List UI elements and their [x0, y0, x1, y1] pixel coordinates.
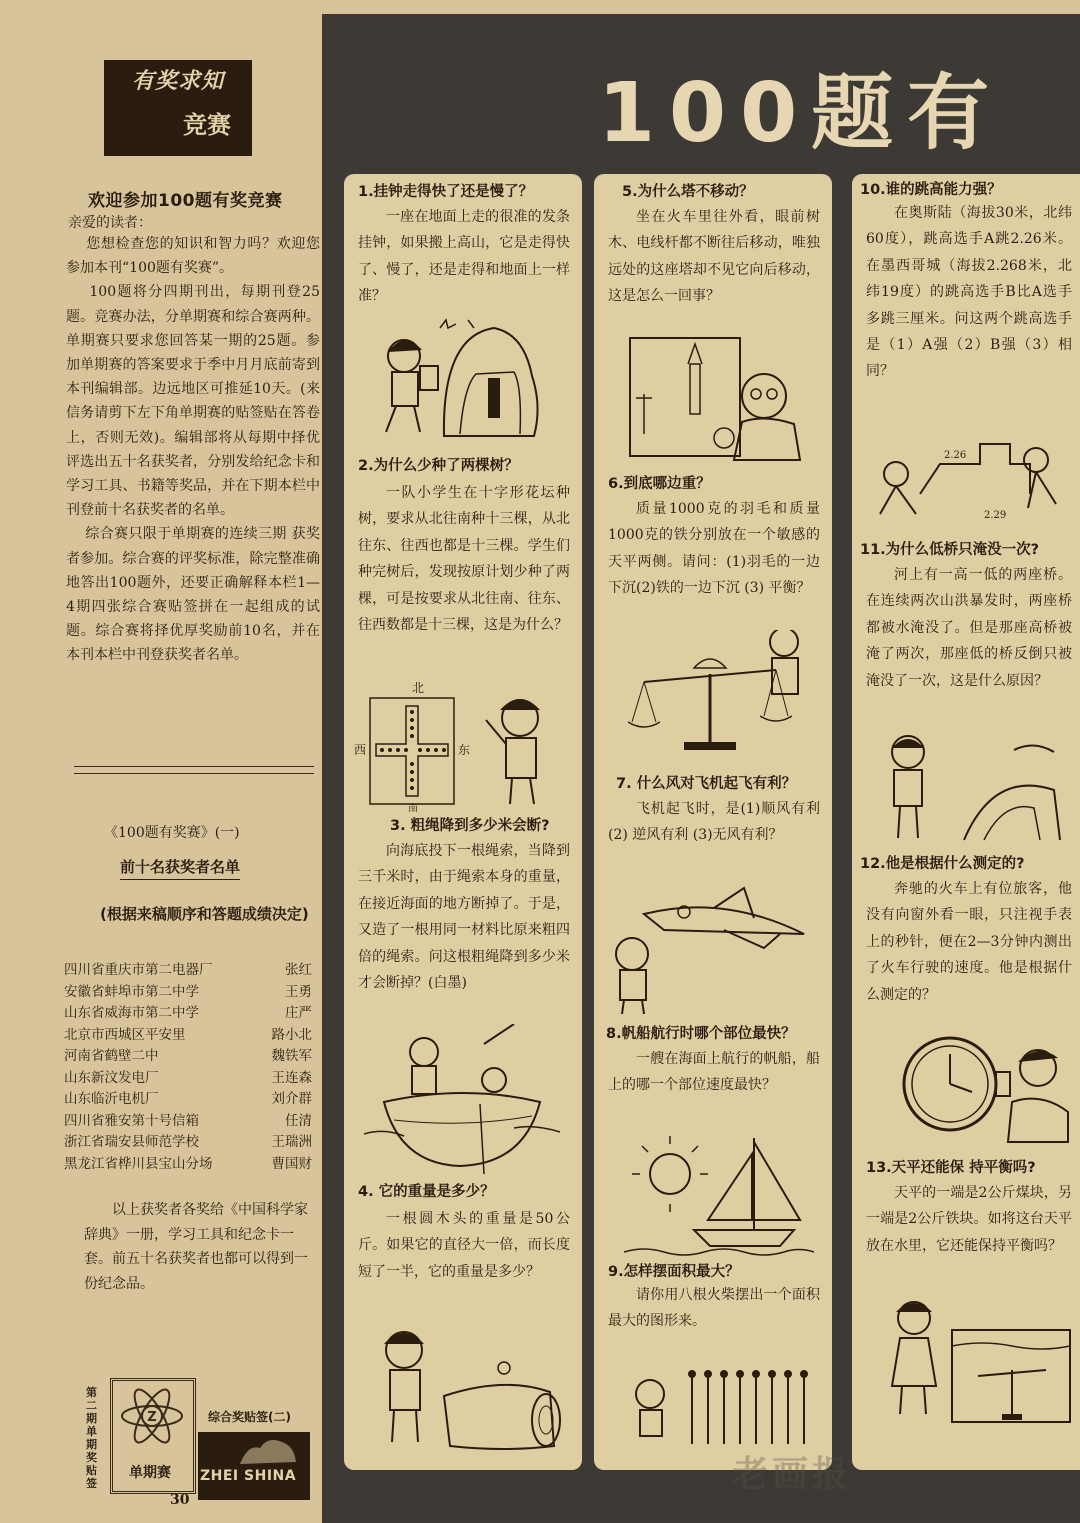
- winner-org: 山东省威海市第二中学: [64, 1005, 199, 1021]
- logo-subtitle: 竞赛: [183, 111, 231, 139]
- question-body: 河上有一高一低的两座桥。在连续两次山洪暴发时，两座桥都被水淹没了。但是那座高桥被淹了两次，那座低的桥反倒只被淹没了一次，这是什么原因？: [866, 567, 1072, 689]
- rank-basis: (根据来稿顺序和答题成绩决定): [100, 905, 309, 923]
- south-label: 南: [408, 804, 418, 812]
- winner-name: 刘介群: [271, 1091, 312, 1107]
- divider: [74, 766, 314, 767]
- boy-mountain-clock-illustration: [364, 316, 564, 446]
- combo-stamp[interactable]: [198, 1432, 310, 1500]
- winner-name: 张红: [285, 962, 312, 978]
- watermark: 老画报: [732, 1454, 853, 1495]
- question-body: 向海底投下一根绳索，当降到三千米时，由于绳索本身的重量，在接近海面的地方断掉了。于是，又造了一根用同一材料比原来粗四倍的绳索。问这根粗绳降到多少米才会断掉？(白墨): [358, 843, 570, 992]
- question-title: 12.他是根据什么测定的?: [860, 856, 1025, 872]
- winners-list: [64, 958, 316, 1173]
- question-title: 1.挂钟走得快了还是慢了？: [358, 184, 534, 200]
- winner-org: 安徽省蚌埠市第二中学: [64, 983, 199, 1000]
- question-body: 奔驰的火车上有位旅客，他没有向窗外看一眼，只注视手表上的秒针，便在2—3分钟内测出了火车行驶的速度。他是根据什么测定的？: [866, 881, 1072, 1003]
- winner-name: 王勇: [285, 983, 312, 1000]
- stamp-label: 单期赛: [129, 1465, 171, 1481]
- winner-name: 曹国财: [271, 1155, 312, 1172]
- combo-stamp-label: 综合奖贴签(二): [208, 1410, 291, 1424]
- question-title: 7. 什么风对飞机起飞有利？: [616, 776, 797, 792]
- question-title: 4. 它的重量是多少？: [358, 1184, 495, 1200]
- zhei-text: ZHEI: [200, 1468, 239, 1484]
- winner-name: 庄严: [285, 1005, 312, 1021]
- winner-name: 魏铁军: [271, 1048, 312, 1064]
- rope-boat-illustration: [364, 1024, 564, 1174]
- winner-row: [64, 1152, 316, 1174]
- winner-row: [64, 1130, 316, 1152]
- question-body: 一队小学生在十字形花坛种树，要求从北往南种十三棵，从北往东、往西也都是十三棵。学生们种完树后，发现按原计划少种了两棵，可是按要求从北往南、往东、往西数都是十三棵，这是为什么？: [358, 485, 570, 634]
- wristwatch-illustration: [872, 1022, 1072, 1148]
- question-body: 一座在地面上走的很准的发条挂钟，如果搬上高山，它是走得快了、慢了，还是走得和地面上一样准？: [358, 209, 570, 305]
- log-boy-illustration: [354, 1316, 574, 1456]
- question-title: 13.天平还能保 持平衡吗?: [866, 1160, 1036, 1176]
- question-title: 10.谁的跳高能力强？: [860, 182, 1002, 198]
- question-column-3: [852, 174, 1080, 1470]
- question-body: 请你用八根火柴摆出一个面积最大的图形来。: [608, 1287, 820, 1330]
- question-title: 9.怎样摆面积最大？: [608, 1264, 740, 1280]
- east-label: 东: [458, 743, 471, 757]
- top-ten-heading: 前十名获奖者名单: [120, 856, 240, 880]
- welcome-title: 欢迎参加100题有奖竞赛: [88, 191, 283, 211]
- winner-row: [64, 958, 316, 980]
- question-body: 天平的一端是2公斤煤块，另一端是2公斤铁块。如将这台天平放在水里，它还能保持平衡吗？: [866, 1185, 1072, 1254]
- question-title: 11.为什么低桥只淹没一次?: [860, 542, 1040, 558]
- winner-row: [64, 1109, 316, 1131]
- jump-b-value: 2.29: [984, 510, 1007, 521]
- greeting: 亲爱的读者：: [68, 215, 152, 231]
- divider: [74, 773, 314, 774]
- winner-row: [64, 1066, 316, 1088]
- headline: 100题有: [598, 66, 1004, 161]
- winner-org: 黑龙江省桦川县宝山分场: [64, 1155, 213, 1172]
- question-body: 坐在火车里往外看，眼前树木、电线杆都不断往后移动，唯独远处的这座塔却不见它向后移动，这是怎么一回事？: [608, 209, 820, 305]
- winner-org: 山东新汶发电厂: [64, 1069, 159, 1086]
- west-label: 西: [354, 743, 367, 757]
- winner-org: 山东临沂电机厂: [64, 1091, 159, 1107]
- train-window-tower-illustration: [624, 334, 814, 464]
- question-title: 5.为什么塔不移动？: [622, 184, 754, 200]
- winner-row: [64, 1044, 316, 1066]
- column-logo: [104, 60, 252, 156]
- winner-row: [64, 1087, 316, 1109]
- high-jump-illustration: [860, 424, 1072, 524]
- matches-illustration: [624, 1364, 824, 1454]
- logo-title: 有奖求知: [131, 69, 224, 94]
- winner-org: 浙江省瑞安县师范学校: [64, 1134, 199, 1150]
- question-body: 在奥斯陆（海拔30米，北纬60度），跳高选手A跳2.26米。在墨西哥城（海拔2.268米，北纬19度）的跳高选手B比A选手多跳三厘米。问这两个跳高选手是（1）A强（2）B强（3）相同？: [866, 205, 1072, 380]
- question-title: 8.帆船航行时哪个部位最快？: [606, 1026, 796, 1042]
- question-body: 质量1000克的羽毛和质量1000克的铁分别放在一个敏感的天平两侧。请问：(1)羽毛的一边下沉(2)铁的一边下沉 (3) 平衡？: [608, 501, 820, 597]
- question-body: 飞机起飞时，是(1)顺风有利 (2) 逆风有利 (3)无风有利？: [608, 801, 820, 844]
- underwater-scale-illustration: [862, 1290, 1074, 1440]
- question-title: 6.到底哪边重？: [608, 476, 711, 492]
- winner-row: [64, 1023, 316, 1045]
- winner-name: 任清: [285, 1112, 312, 1129]
- sailboat-illustration: [624, 1134, 814, 1260]
- winner-name: 王连森: [271, 1069, 312, 1086]
- question-column-1: [344, 174, 582, 1470]
- winner-name: 路小北: [271, 1026, 312, 1043]
- stamp-letter: Z: [147, 1410, 157, 1425]
- map-fragment-icon: [238, 1434, 298, 1468]
- question-title: 3. 粗绳降到多少米会断?: [390, 818, 550, 834]
- atom-icon: [117, 1387, 187, 1445]
- question-body: 一艘在海面上航行的帆船，船上的哪一个部位速度最快？: [608, 1051, 820, 1094]
- question-body: 一根圆木头的重量是50公斤。如果它的直径大一倍，而长度短了一半，它的重量是多少？: [358, 1211, 570, 1280]
- question-column-2: [594, 174, 832, 1470]
- winner-org: 河南省鹤壁二中: [64, 1048, 159, 1064]
- jump-a-value: 2.26: [944, 450, 967, 461]
- page-number: 30: [170, 1492, 190, 1508]
- cross-flowerbed-diagram: [350, 680, 576, 812]
- stamp-side-text: 第二期单期奖贴签: [86, 1386, 97, 1490]
- airplane-pilot-illustration: [604, 874, 824, 1014]
- winner-org: 北京市西城区平安里: [64, 1026, 186, 1043]
- contest-name: 《100题有奖赛》(一): [104, 825, 240, 841]
- prizes-note: 以上获奖者各奖给《中国科学家辞典》一册，学习工具和纪念卡一套。前五十名获奖者也都可以得到一份纪念品。: [84, 1202, 308, 1292]
- winner-row: [64, 980, 316, 1002]
- bridge-girl-illustration: [864, 730, 1070, 846]
- north-label: 北: [412, 681, 425, 695]
- question-title: 2.为什么少种了两棵树？: [358, 458, 519, 474]
- winner-row: [64, 1001, 316, 1023]
- combo-stamp-text: [200, 1468, 308, 1484]
- winner-org: 四川省重庆市第二电器厂: [64, 962, 213, 978]
- winner-org: 四川省雅安第十号信箱: [64, 1112, 199, 1129]
- balance-scale-illustration: [614, 630, 824, 758]
- winner-name: 王瑞洲: [271, 1134, 312, 1150]
- intro-text: 您想检查您的知识和智力吗？欢迎您参加本刊“100题有奖赛”。 100题将分四期刊出，每期刊登25题。竞赛办法，分单期赛和综合赛两种。单期赛只要求您回答某一期的25题。参加单期赛的答案要求于季中月月底前寄到本刊编辑部。边远地区可推延10天。(来信务请剪下左下角单期赛的贴签贴在答卷上，否则无效)。编辑部将从每期中择优评选出五十名获奖者，分别发给纪念卡和学习工具、书籍等奖品，并在下期本栏中刊登前十名获奖者的名单。 综合赛只限于单期赛的连续三期 获奖者参加。综合赛的评奖标准，除完整准确地答出100题外，还要正确解释本栏1—4期四张综合赛贴签拼在一起组成的试题。综合赛将择优厚奖励前10名，并在本刊本栏中刊登获奖者名单。: [66, 236, 320, 664]
- shina-text: SHINA: [244, 1468, 297, 1484]
